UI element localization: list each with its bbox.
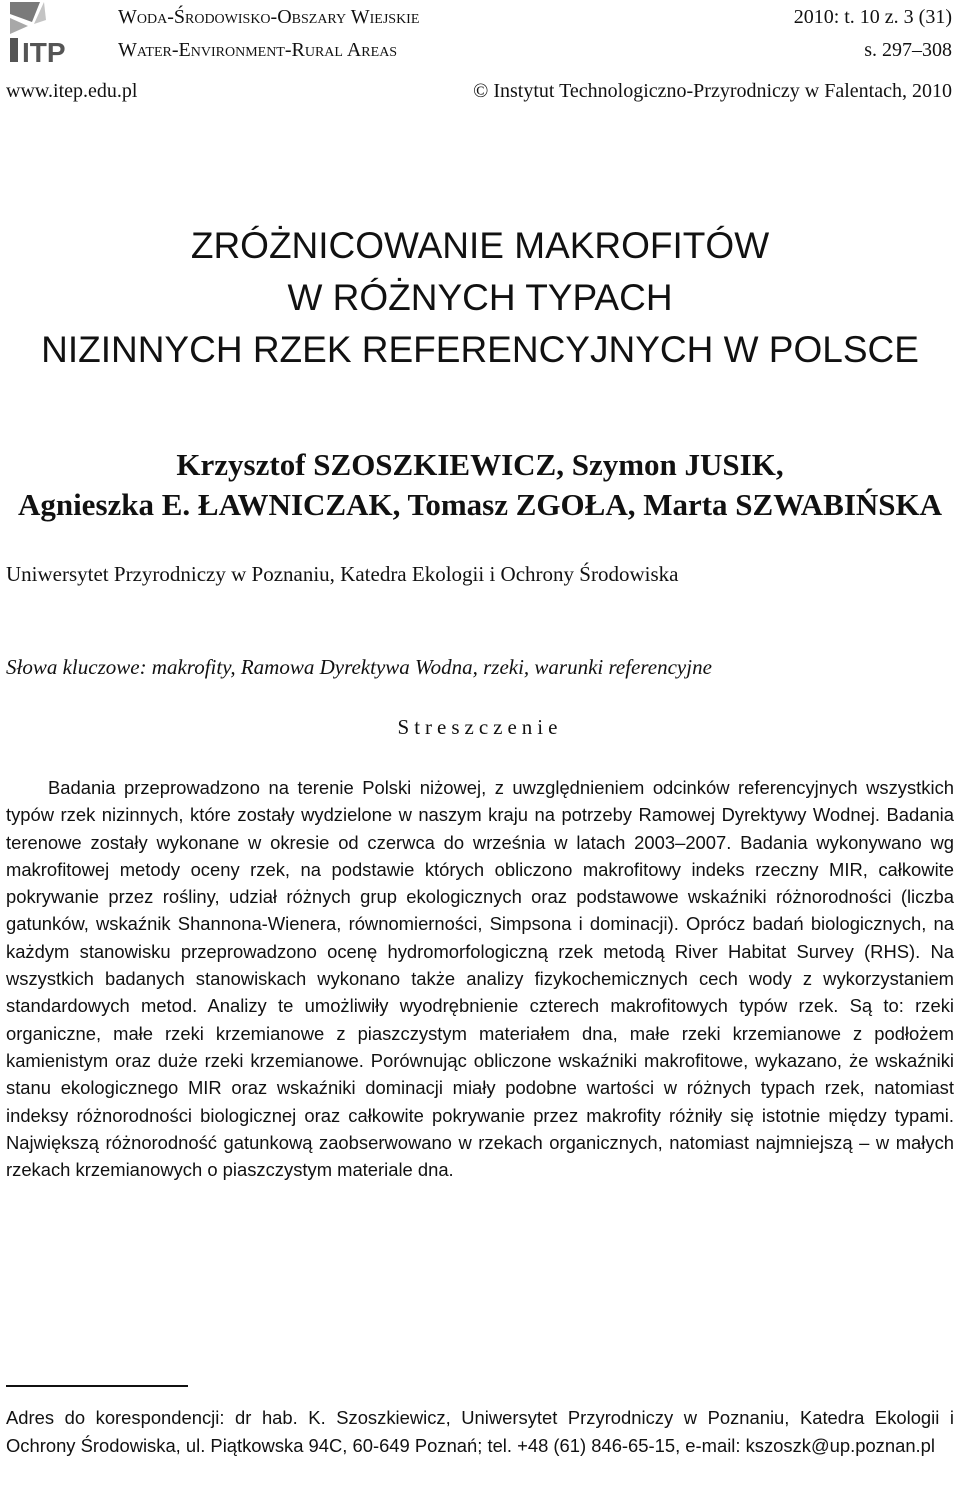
copyright-notice: © Instytut Technologiczno-Przyrodniczy w Falentach, 2010 <box>473 80 952 102</box>
title-line-3: NIZINNYCH RZEK REFERENCYJNYCH W POLSCE <box>41 329 919 370</box>
abstract-heading: Streszczenie <box>397 715 563 739</box>
website-link[interactable]: www.itep.edu.pl <box>6 80 138 102</box>
page-range: s. 297–308 <box>864 39 952 61</box>
abstract-paragraph: Badania przeprowadzono na terenie Polski niżowej, z uwzględnieniem odcinków referencyjnych wszystkich typów rzek nizinnych, które zostały wydzielone w naszym kraju na potrzeby Ramowej Dyrektywy Wodnej. Badania terenowe zostały wykonane w okresie od czerwca do września w latach 2003–2007. Badania wykonywano wg makrofitowej metody oceny rzek, na podstawie których obliczono makrofitowy indeks rzeczny MIR, całkowite pokrywanie przez rośliny, udział różnych grup ekologicznych oraz podstawowe wskaźniki różnorodności (liczba gatunków, wskaźnik Shannona-Wienera, równomierności, Simpsona i dominacji). Oprócz badań biologicznych, na każdym stanowisku przeprowadzono ocenę hydromorfologiczną rzek metodą River Habitat Survey (RHS). Na wszystkich badanych stanowiskach wykonano także analizy fizykochemicznych cech wody z wykorzystaniem standardowych metod. Analizy te umożliwiły wyodrębnienie czterech makrofitowych typów rzek. Są to: rzeki organiczne, małe rzeki krzemianowe z piaszczystym materiałem dna, małe rzeki krzemianowe z podłożem kamienistym oraz duże rzeki krzemianowe. Porównując obliczone wskaźniki makrofitowe, wykazano, że wskaźniki stanu ekologicznego MIR oraz wskaźniki dominacji miały podobne wartości w różnych typach rzek, natomiast indeksy różnorodności biologicznej oraz całkowite pokrywanie przez makrofity różniły się istotnie między typami. Największą różnorodność gatunkową zaobserwowano w rzekach organicznych, natomiast najmniejszą – w małych rzekach krzemianowych o piaszczystym materiale dna. <box>6 777 954 1181</box>
author-list <box>0 445 960 525</box>
itp-logo-graphic <box>6 0 106 64</box>
authors-line-2: Agnieszka E. ŁAWNICZAK, Tomasz ZGOŁA, Marta SZWABIŃSKA <box>17 487 943 522</box>
itp-logo <box>6 0 106 64</box>
abstract-body <box>6 774 954 1183</box>
footnote-divider <box>6 1385 188 1387</box>
journal-volume: 2010: t. 10 z. 3 (31) <box>793 6 952 28</box>
authors-line-1: Krzysztof SZOSZKIEWICZ, Szymon JUSIK, <box>176 447 784 482</box>
logo-text: ITP <box>22 37 66 64</box>
journal-name-pl: Woda-Środowisko-Obszary Wiejskie <box>118 6 420 28</box>
affiliation: Uniwersytet Przyrodniczy w Poznaniu, Katedra Ekologii i Ochrony Środowiska <box>6 562 679 586</box>
journal-name-en: Water-Environment-Rural Areas <box>118 39 398 61</box>
title-line-1: ZRÓŻNICOWANIE MAKROFITÓW <box>190 225 770 266</box>
keywords: Słowa kluczowe: makrofity, Ramowa Dyrektywa Wodna, rzeki, warunki referencyjne <box>6 655 712 679</box>
title-line-2: W RÓŻNYCH TYPACH <box>287 277 673 318</box>
correspondence-footnote: Adres do korespondencji: dr hab. K. Szoszkiewicz, Uniwersytet Przyrodniczy w Poznaniu, Katedra Ekologii i Ochrony Środowiska, ul. Piątkowska 94C, 60-649 Poznań; tel. +48 (61) 846-65-15, e-mail: kszoszk@up.poznan.pl <box>6 1407 954 1456</box>
paper-title <box>0 220 960 376</box>
